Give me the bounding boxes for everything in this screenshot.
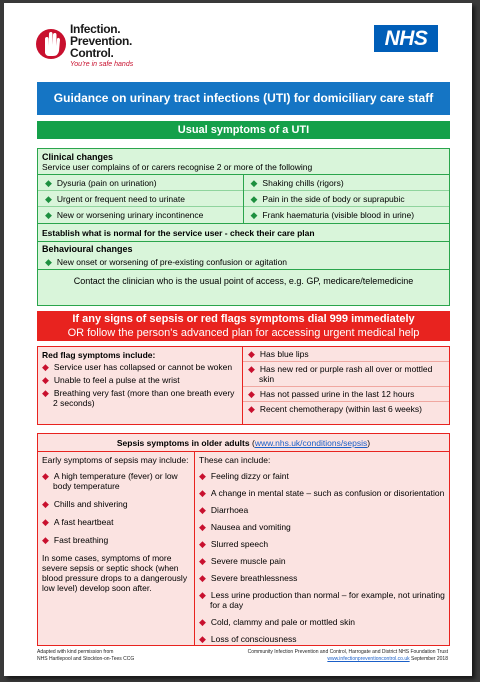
diamond-bullet-icon: ◆ [199, 505, 206, 515]
red-flag-right [243, 347, 449, 424]
list-item [199, 539, 445, 549]
list-item [199, 488, 445, 498]
clinical-symptoms-left [38, 175, 244, 223]
page-title: Guidance on urinary tract infections (UTI) for domiciliary care staff [37, 82, 450, 115]
symptom-text: A change in mental state – such as confusion or disorientation [210, 488, 445, 498]
symptom-text: Dysuria (pain on urination) [56, 178, 157, 188]
diamond-bullet-icon: ◆ [199, 590, 206, 600]
list-item [243, 347, 449, 362]
list-item [199, 556, 445, 566]
diamond-bullet-icon: ◆ [199, 617, 206, 627]
symptom-text: Shaking chills (rigors) [262, 178, 344, 188]
symptom-text: Feeling dizzy or faint [210, 471, 289, 481]
diamond-bullet-icon: ◆ [42, 375, 49, 385]
diamond-bullet-icon: ◆ [250, 210, 258, 220]
diamond-bullet-icon: ◆ [199, 634, 206, 644]
footer-attribution [37, 649, 134, 663]
symptom-text: A fast heartbeat [53, 517, 114, 527]
red-flag-text: Has new red or purple rash all over or mottled skin [259, 364, 433, 384]
symptom-text: Chills and shivering [53, 499, 128, 509]
diamond-bullet-icon: ◆ [248, 389, 255, 399]
diamond-bullet-icon: ◆ [42, 499, 49, 509]
symptom-text: New or worsening urinary incontinence [56, 210, 204, 220]
red-flag-heading: Red flag symptoms include: [42, 350, 156, 360]
behavioural-changes-heading: Behavioural changes [42, 244, 133, 254]
older-adults-body [38, 452, 449, 646]
red-flag-left [38, 347, 243, 424]
diamond-bullet-icon: ◆ [45, 194, 52, 204]
symptom-text: Slurred speech [210, 539, 269, 549]
older-adults-heading: Sepsis symptoms in older adults [116, 438, 250, 448]
diamond-bullet-icon: ◆ [45, 257, 52, 267]
diamond-bullet-icon: ◆ [248, 349, 255, 359]
list-item [42, 362, 238, 372]
diamond-bullet-icon: ◆ [42, 388, 49, 398]
list-item [199, 522, 445, 532]
older-adults-header [38, 434, 449, 452]
footer-date: September 2018 [411, 656, 448, 662]
footer-source [248, 649, 448, 663]
list-item [199, 505, 445, 515]
symptom-text: Severe muscle pain [210, 556, 286, 566]
red-flag-text: Breathing very fast (more than one breath every 2 seconds) [53, 388, 235, 408]
red-flag-text: Has not passed urine in the last 12 hours [259, 389, 415, 399]
list-item [42, 471, 190, 491]
clinical-symptom-grid [38, 175, 449, 224]
symptom-text: Diarrhoea [210, 505, 249, 515]
symptom-text: Less urine production than normal – for example, not urinating for a day [210, 590, 445, 610]
paren-close: ) [367, 438, 371, 448]
hand-icon [36, 25, 66, 63]
list-item [244, 191, 450, 207]
sepsis-alert-line-1: If any signs of sepsis or red flags symptoms dial 999 immediately [72, 313, 415, 325]
diamond-bullet-icon: ◆ [199, 488, 206, 498]
red-flag-text: Recent chemotherapy (within last 6 weeks) [259, 404, 422, 414]
establish-normal-note: Establish what is normal for the service user - check their care plan [38, 224, 449, 242]
contact-clinician-note: Contact the clinician who is the usual point of access, e.g. GP, medicare/telemedicine [73, 276, 414, 286]
sepsis-alert-line-2: OR follow the person's advanced plan for accessing urgent medical help [67, 327, 420, 339]
list-item [244, 207, 450, 223]
diamond-bullet-icon: ◆ [42, 362, 49, 372]
list-item [42, 517, 190, 527]
list-item [199, 617, 445, 627]
list-item [243, 362, 449, 387]
severe-sepsis-note: In some cases, symptoms of more severe sepsis or septic shock (when blood pressure drops to a dangerously low level) develop soon after. [42, 553, 188, 593]
footer-right-line-1: Community Infection Prevention and Control, Harrogate and District NHS Foundation Trust [247, 649, 448, 655]
list-item [42, 535, 190, 545]
red-flag-text: Has blue lips [259, 349, 309, 359]
symptom-text: Urgent or frequent need to urinate [56, 194, 185, 204]
footer-left-line-1: Adapted with kind permission from [37, 649, 114, 655]
footer-right-line-2 [248, 656, 448, 663]
list-item [199, 573, 445, 583]
diamond-bullet-icon: ◆ [199, 522, 206, 532]
red-flag-text: Unable to feel a pulse at the wrist [53, 375, 180, 385]
diamond-bullet-icon: ◆ [42, 535, 49, 545]
sepsis-alert-banner [37, 311, 450, 341]
ipc-website-link[interactable]: www.infectionpreventioncontrol.co.uk [327, 656, 410, 662]
diamond-bullet-icon: ◆ [248, 364, 255, 374]
diamond-bullet-icon: ◆ [199, 539, 206, 549]
clinical-changes-intro: Service user complains of or carers recognise 2 or more of the following [42, 162, 313, 172]
symptom-text: Severe breathlessness [210, 573, 298, 583]
usual-symptoms-heading: Usual symptoms of a UTI [37, 121, 450, 139]
red-flag-text: Service user has collapsed or cannot be woken [53, 362, 233, 372]
list-item [38, 175, 243, 191]
list-item [42, 499, 190, 509]
list-item [244, 175, 450, 191]
diamond-bullet-icon: ◆ [199, 556, 206, 566]
diamond-bullet-icon: ◆ [42, 471, 49, 481]
logo-line-3: Control. [70, 46, 114, 60]
symptom-text: Loss of consciousness [210, 634, 297, 644]
nhs-sepsis-link[interactable]: www.nhs.uk/conditions/sepsis [254, 438, 368, 448]
diamond-bullet-icon: ◆ [42, 517, 49, 527]
clinical-symptoms-right [244, 175, 450, 223]
logo-tagline: You're in safe hands [70, 61, 134, 68]
symptom-text: Fast breathing [53, 535, 109, 545]
symptom-text: A high temperature (fever) or low body temperature [53, 471, 178, 491]
diamond-bullet-icon: ◆ [250, 178, 258, 188]
older-adults-sepsis-box [37, 433, 450, 646]
nhs-logo: NHS [374, 25, 438, 52]
symptom-text: Frank haematuria (visible blood in urine) [262, 210, 415, 220]
red-flag-box [37, 346, 450, 425]
symptom-text: Cold, clammy and pale or mottled skin [210, 617, 356, 627]
diamond-bullet-icon: ◆ [250, 194, 258, 204]
diamond-bullet-icon: ◆ [45, 210, 52, 220]
clinical-changes-heading: Clinical changes [42, 152, 114, 162]
diamond-bullet-icon: ◆ [199, 471, 206, 481]
symptom-text: Nausea and vomiting [210, 522, 291, 532]
diamond-bullet-icon: ◆ [45, 178, 52, 188]
other-symptoms-intro: These can include: [199, 455, 271, 465]
uti-symptoms-box [37, 148, 450, 306]
early-symptoms-column [38, 452, 195, 646]
logo-line-1: Infection. [70, 22, 121, 36]
list-item [38, 191, 243, 207]
list-item [38, 207, 243, 223]
other-symptoms-column [195, 452, 449, 646]
list-item [42, 388, 238, 408]
list-item [199, 590, 445, 610]
paren-open: ( [251, 438, 255, 448]
clinical-changes-header [38, 149, 449, 175]
document-page [4, 3, 472, 676]
list-item [199, 634, 445, 644]
diamond-bullet-icon: ◆ [199, 573, 206, 583]
footer-left-line-2: NHS Hartlepool and Stockton-on-Tees CCG [37, 656, 135, 662]
logo-line-2: Prevention. [70, 34, 133, 48]
early-symptoms-intro: Early symptoms of sepsis may include: [42, 455, 189, 465]
symptom-text: Pain in the side of body or suprapubic [262, 194, 405, 204]
list-item [243, 387, 449, 402]
list-item [38, 254, 449, 270]
diamond-bullet-icon: ◆ [248, 404, 255, 414]
list-item [243, 402, 449, 416]
ipc-logo [36, 23, 176, 71]
list-item [42, 375, 238, 385]
behavioural-item-text: New onset or worsening of pre-existing confusion or agitation [56, 257, 288, 267]
list-item [199, 471, 445, 481]
